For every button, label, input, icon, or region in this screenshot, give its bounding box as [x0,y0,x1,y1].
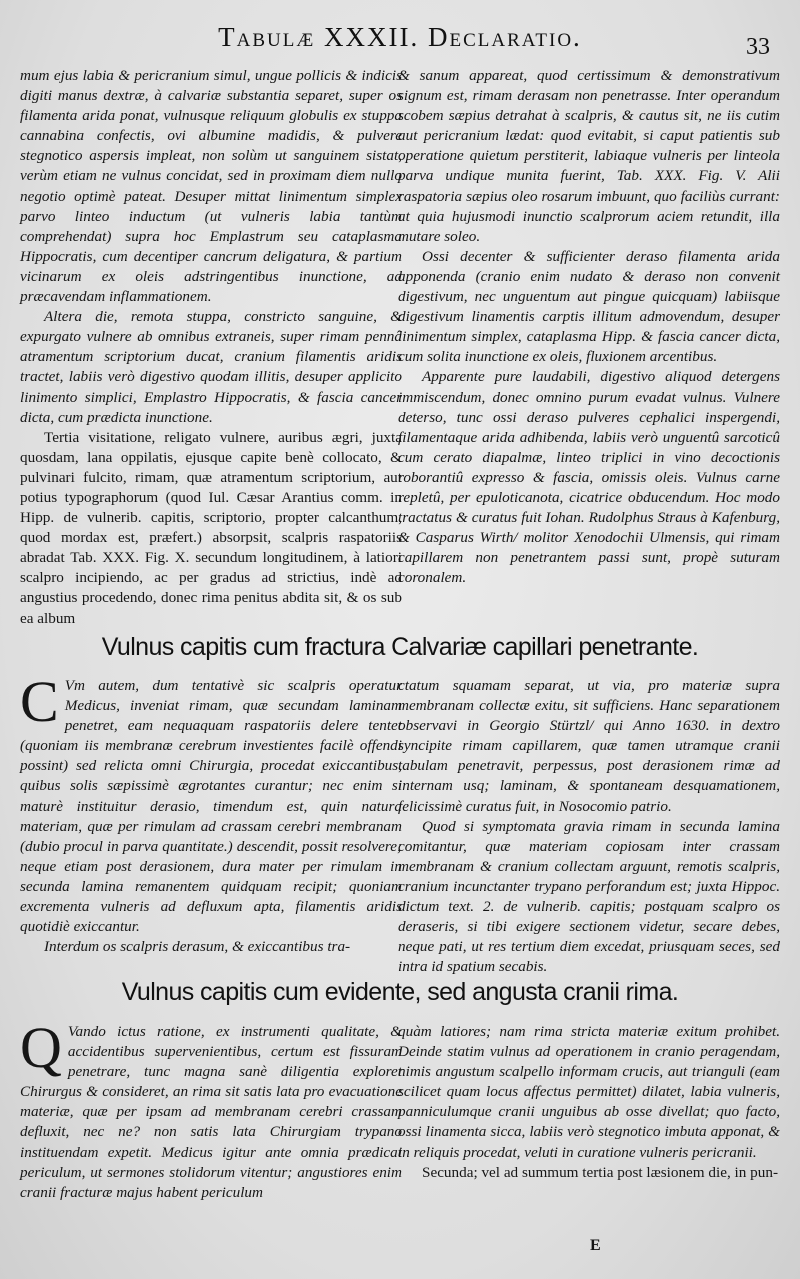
section-heading: Vulnus capitis cum fractura Calvariæ capillari penetrante. [101,633,699,661]
section-heading: Vulnus capitis cum evidente, sed angusta cranii rima. [121,978,679,1006]
paragraph: mum ejus labia & pericranium simul, ungue pollicis & indicis digiti manus dextræ, à calvariæ substantia separet, super os filamenta arida ponat, vulnusque reliquum globulis ex stuppa cannabina confectis, ovi albumine madidis, & pulvere stegnotico aspersis impleat, non solùm ut sanguinem sistat, verùm etiam ne vulnus concidat, sed in proximam diem nullo negotio optimè pateat. Desuper mittat linimentum simplex parvo linteo inductum (ut vulneris labia tantùm comprehendat) supra hoc Emplastrum seu cataplasma Hippocratis, cum decentiper cancrum deligatura, & partium vicinarum ex oleis adstringentibus inunctione, ad præcavendam inflammationem. [20,67,402,306]
drop-cap: Q [20,1015,62,1080]
page-number: 33 [746,34,770,60]
paragraph: ctatum squamam separat, ut via, pro materiæ supra membranam collectæ exitu, sit sufficiens. Hanc separationem observavi in Georgio Stürtzl/ qui Anno 1630. in dextro syncipite rimam capillarem, quæ tamen utramque cranii tabulam penetravit, perpessus, post derasionem rimæ ad internam usq; laminam, & spontaneam desquamationem, felicissimè curatus fuit, in Nosocomio patrio. [398,677,780,815]
paragraph: Apparente pure laudabili, digestivo aliquod detergens immiscendum, donec omnino purum evadat vulnus. Vulnere deterso, tunc ossi deraso pulveres cephalici inspergendi, filamentaque arida adhibenda, labiis verò unguentû sarcoticû cum cerato diapalmæ, linteo triplici in vino decoctionis roborantiû expresso & fascia, omissis oleis. Vulnus carne repletû, per epuloticanota, cicatrice obducendum. Hoc modo tractatus & curatus fuit Iohan. Rudolphus Straus à Kafenburg, & Casparus Wirth/ molitor Xenodochii Ulmensis, qui rimam capillarem non penetrantem passi sunt, propè suturam coronalem. [398,368,780,587]
paragraph: quàm latiores; nam rima stricta materiæ exitum prohibet. Deinde statim vulnus ad operationem in cranio peragendam, nimis angustum scalpello informam crucis, aut trianguli (eam scilicet quam locus affectus permittet) dilatet, labia vulneris, panniculumque cranii unguibus ab osse divellat; quo facto, ossi linamenta sicca, labiis verò stegnotico imbuta apponat, & in reliquis procedat, veluti in curatione vulneris pericranii. [398,1023,780,1161]
paragraph: Ossi decenter & sufficienter deraso filamenta arida apponenda (cranio enim nudato & deraso non convenit digestivum, nec unguentum aut pingue quicquam) labiisque digestivum linamentis carptis illitum admovendum, desuper linimentum simplex, cataplasma Hipp. & fascia cancer dicta, cum solita inunctione ex oleis, fluxionem arcentibus. [398,247,780,366]
page-title: Tabulæ XXXII. Declaratio. [218,22,582,52]
section2-left-column [20,669,402,957]
paragraph: Tertia visitatione, religato vulnere, auribus ægri, juxta quosdam, lana oppilatis, ejusque capite benè collocato, & pulvinari fulcito, rimam, quæ atramentum scriptorium, aut potius typographorum (quod Iul. Cæsar Arantius comm. in Hipp. de vulnerib. capitis, scriptorio, propter calcanthum, quod mordax est, præfert.) absorpsit, scalpris raspatoriis abradat Tab. XXX. Fig. X. secundum longitudinem, à latiori scalpro incipiendo, ac per gradus ad strictius, indè ad angustius procedendo, donec rima penitus abdita sit, & os sub ea album [20,428,402,627]
signature-mark: E [590,1237,601,1254]
paragraph: Secunda; vel ad summum tertia post læsionem die, in pun- [422,1163,779,1181]
running-head [0,22,800,62]
section3-left-column [20,1015,402,1203]
paragraph: Vm autem, dum tentativè sic scalpris operatur Medicus, inveniat rimam, quæ secundam laminam penetret, eam nequaquam raspatoriis delere tentet (quoniam iis membranæ cerebrum investientes facilè offendi possint) sed relicta omni Chirurgia, procedat exiccantibus, quibus solis sæpissimè ægrotantes curantur; nec enim si maturè instituitur derasio, timendum est, quin natura materiam, quæ per rimulam ad crassam cerebri membranam (dubio procul in parva quantitate.) descendit, possit resolvere; neque etiam post derasionem, dura mater per rimulam in secunda lamina remanentem quidquam recipit; quoniam excrementa vulneris ad defluxum apta, filamentis aridis quotidiè exiccantur. [20,677,402,936]
drop-cap: C [20,669,59,734]
paragraph: Altera die, remota stuppa, constricto sanguine, & expurgato vulnere ab omnibus extraneis, super rimam pennâ atramentum scriptorium ducat, cranium filamentis aridis tractet, labiis verò digestivo quodam illitis, desuper applicito linimento simplici, Emplastro Hippocratis, & fascia cancer dicta, cum prædicta inunctione. [20,308,402,426]
paragraph: Interdum os scalpris derasum, & exiccantibus tra- [44,938,351,956]
paragraph: Vando ictus ratione, ex instrumenti qualitate, & accidentibus supervenientibus, certum est fissuram penetrare, tunc magna sanè diligentia exploret Chirurgus & consideret, an rima sit satis lata pro evacuatione materiæ, quæ per ipsam ad membranam cerebri crassam defluxit, nec ne? non satis lata Chirurgiam trypano instituendam expetit. Medicus igitur ante omnia prædicat periculum, ut sermones stolidorum vitentur; angustiores enim cranii fracturæ majus habent periculum [20,1023,402,1201]
paragraph: Quod si symptomata gravia rimam in secunda lamina comitantur, quæ materiam copiosam inter crassam membranam & cranium collectam arguunt, remotis scalpris, cranium incunctanter trypano perforandum est; juxta Hippoc. dictum text. 2. de vulnerib. capitis; postquam scalpro os deraseris, si tibi exigere sectionem videtur, secare debes, neque pati, ut res tertium diem excedat, priusquam seces, sed intra id spatium secabis. [398,817,780,976]
section2-right-column [398,676,780,977]
section1-right-column [398,66,780,588]
section1-left-column [20,66,402,629]
section3-right-column [398,1022,780,1183]
paragraph: & sanum appareat, quod certissimum & demonstrativum signum est, rimam derasam non penetrasse. Inter operandum scobem sæpius detrahat à scalpris, & cautus sit, ne iis cutim aut pericranium lædat: quod evitabit, si caput patientis sub operatione quietum perstiterit, labiaque vulneris per linteola parva undique munita fuerint, Tab. XXX. Fig. V. Alii raspatoria sæpius oleo rosarum imbuunt, quo faciliùs currant: at quia hujusmodi inunctio scalprorum aciem retundit, illa mutare soleo. [398,67,780,245]
